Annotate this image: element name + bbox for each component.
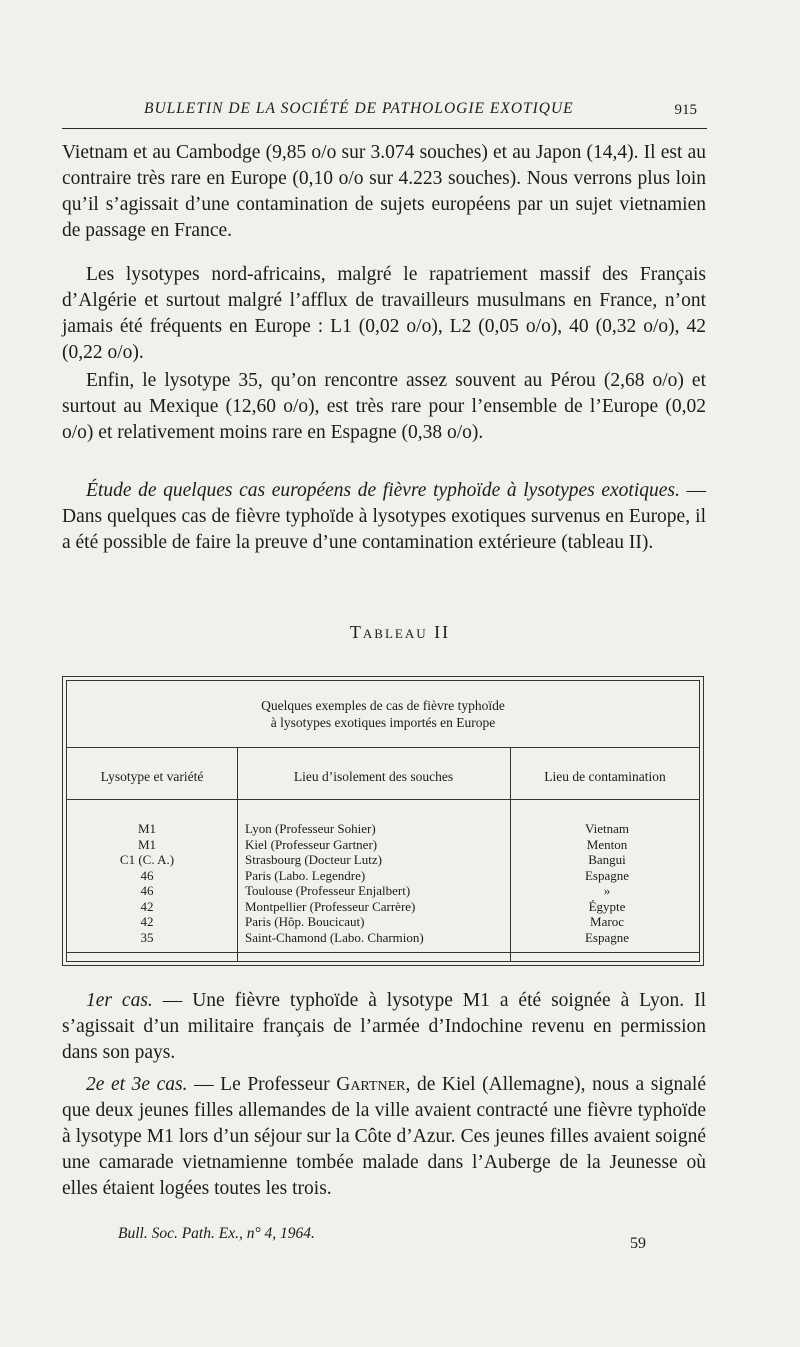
- table-caption: [67, 697, 699, 731]
- table-cell: Paris (Labo. Legendre): [245, 867, 366, 883]
- table-cell: Montpellier (Professeur Carrère): [245, 898, 416, 914]
- table-cell: M1: [137, 821, 157, 836]
- table-cell: 46: [140, 867, 154, 883]
- paragraph-4: [62, 478, 706, 556]
- table-cell: Espagne: [584, 929, 630, 945]
- table-cell: Égypte: [588, 898, 626, 914]
- table-cell: Vietnam: [585, 821, 629, 836]
- paragraph-6: [62, 1072, 706, 1202]
- section-heading: Étude de quelques cas européens de fièvre typhoïde à lysotypes exotiques.: [86, 480, 680, 501]
- paragraph-3: [62, 368, 706, 446]
- table-cell: Bangui: [588, 852, 626, 867]
- table: [62, 676, 704, 966]
- table-cell: 46: [140, 883, 154, 898]
- table-cell: Saint-Chamond (Labo. Charmion): [245, 929, 424, 945]
- table-cell: Strasbourg (Docteur Lutz): [245, 852, 382, 867]
- paragraph-4-text: — Dans quelques cas de fièvre typhoïde à lysotypes exotiques survenus en Europe, il a été possible de faire la preuve d’une contamination extérieure (tableau II).: [62, 480, 707, 553]
- table-rule-top: [67, 747, 699, 748]
- page-number: 915: [674, 102, 697, 118]
- case-label-1: 1er cas.: [86, 990, 153, 1011]
- footer-sheet-number: 59: [630, 1235, 646, 1252]
- table-cell: Maroc: [590, 914, 624, 929]
- running-header: [62, 96, 707, 129]
- paragraph-1: [62, 140, 706, 244]
- journal-title: BULLETIN DE LA SOCIÉTÉ DE PATHOLOGIE EXOTIQUE: [144, 100, 574, 117]
- table-rule-header: [67, 799, 699, 800]
- table-cell: Kiel (Professeur Gartner): [245, 836, 378, 852]
- paragraph-6-body: [62, 1072, 706, 1202]
- column-lysotype: [67, 821, 227, 945]
- col-header-lieu-contamination: Lieu de contamination: [544, 769, 666, 784]
- table-cell: 42: [140, 898, 154, 914]
- paragraph-2-text: Les lysotypes nord-africains, malgré le rapatriement massif des Français d’Algérie et surtout malgré l’afflux de travailleurs musulmans en France, n’ont jamais été fréquents en Europe : L1 (0,02 o/o), L2 (0,05 o/o), 40 (0,32 o/o), 42 (0,22 o/o).: [62, 264, 706, 363]
- paragraph-3-text: Enfin, le lysotype 35, qu’on rencontre assez souvent au Pérou (2,68 o/o) et surtout au Mexique (12,60 o/o), est très rare pour l’ensemble de l’Europe (0,02 o/o) et relativement moins rare en Espagne (0,38 o/o).: [62, 370, 706, 443]
- table-inner-frame: [66, 680, 700, 962]
- paragraph-2: [62, 262, 706, 366]
- table-rule-bottom: [67, 952, 699, 953]
- table-cell: 35: [140, 929, 154, 945]
- paragraph-6-text-b: , de Kiel (Allemagne), nous a signalé que deux jeunes filles allemandes de la ville avaient contracté une fièvre typhoïde à lysotype M1 lors d’un séjour sur la Côte d’Azur. Ces jeunes filles avaient soigné une camarade vietnamienne tombée malade dans l’Auberge de la Jeunesse où elles étaient logées toutes les trois.: [62, 1074, 706, 1199]
- table-cell: C1 (C. A.): [119, 852, 175, 867]
- col-header-lieu-isolement: Lieu d’isolement des souches: [293, 769, 454, 784]
- table-cell: Menton: [586, 836, 628, 852]
- paragraph-5: [62, 988, 706, 1066]
- table-cell: »: [603, 883, 611, 898]
- col-header-lysotype: Lysotype et variété: [100, 769, 204, 784]
- table-cell: M1: [137, 836, 157, 852]
- table-cell: Paris (Hôp. Boucicaut): [245, 914, 365, 929]
- case-label-2-3: 2e et 3e cas.: [86, 1074, 188, 1095]
- table-cell: Espagne: [584, 867, 630, 883]
- table-cell: Lyon (Professeur Sohier): [245, 821, 376, 836]
- column-lieu-contamination: [517, 821, 697, 945]
- table-cell: Toulouse (Professeur Enjalbert): [245, 883, 411, 898]
- paragraph-5-text: — Une fièvre typhoïde à lysotype M1 a été soignée à Lyon. Il s’agissait d’un militaire français de l’armée d’Indochine revenu en permission dans son pays.: [62, 990, 706, 1063]
- paragraph-5-body: [62, 988, 706, 1066]
- table-caption-line-2: à lysotypes exotiques importés en Europe: [270, 715, 496, 730]
- paragraph-6-text-a: — Le Professeur: [187, 1074, 337, 1095]
- column-lieu-isolement: [245, 821, 515, 945]
- author-name: Gartner: [336, 1074, 406, 1095]
- paragraph-1-text: Vietnam et au Cambodge (9,85 o/o sur 3.074 souches) et au Japon (14,4). Il est au contraire très rare en Europe (0,10 o/o sur 4.223 souches). Nous verrons plus loin qu’il s’agissait d’une contamination de sujets européens par un sujet vietnamien de passage en France.: [62, 142, 706, 241]
- table-title: Tableau II: [349, 622, 451, 642]
- table-caption-line-1: Quelques exemples de cas de fièvre typhoïde: [261, 698, 505, 713]
- table-cell: 42: [140, 914, 154, 929]
- footer-citation: Bull. Soc. Path. Ex., n° 4, 1964.: [118, 1225, 315, 1242]
- paragraph-4-body: [62, 478, 706, 556]
